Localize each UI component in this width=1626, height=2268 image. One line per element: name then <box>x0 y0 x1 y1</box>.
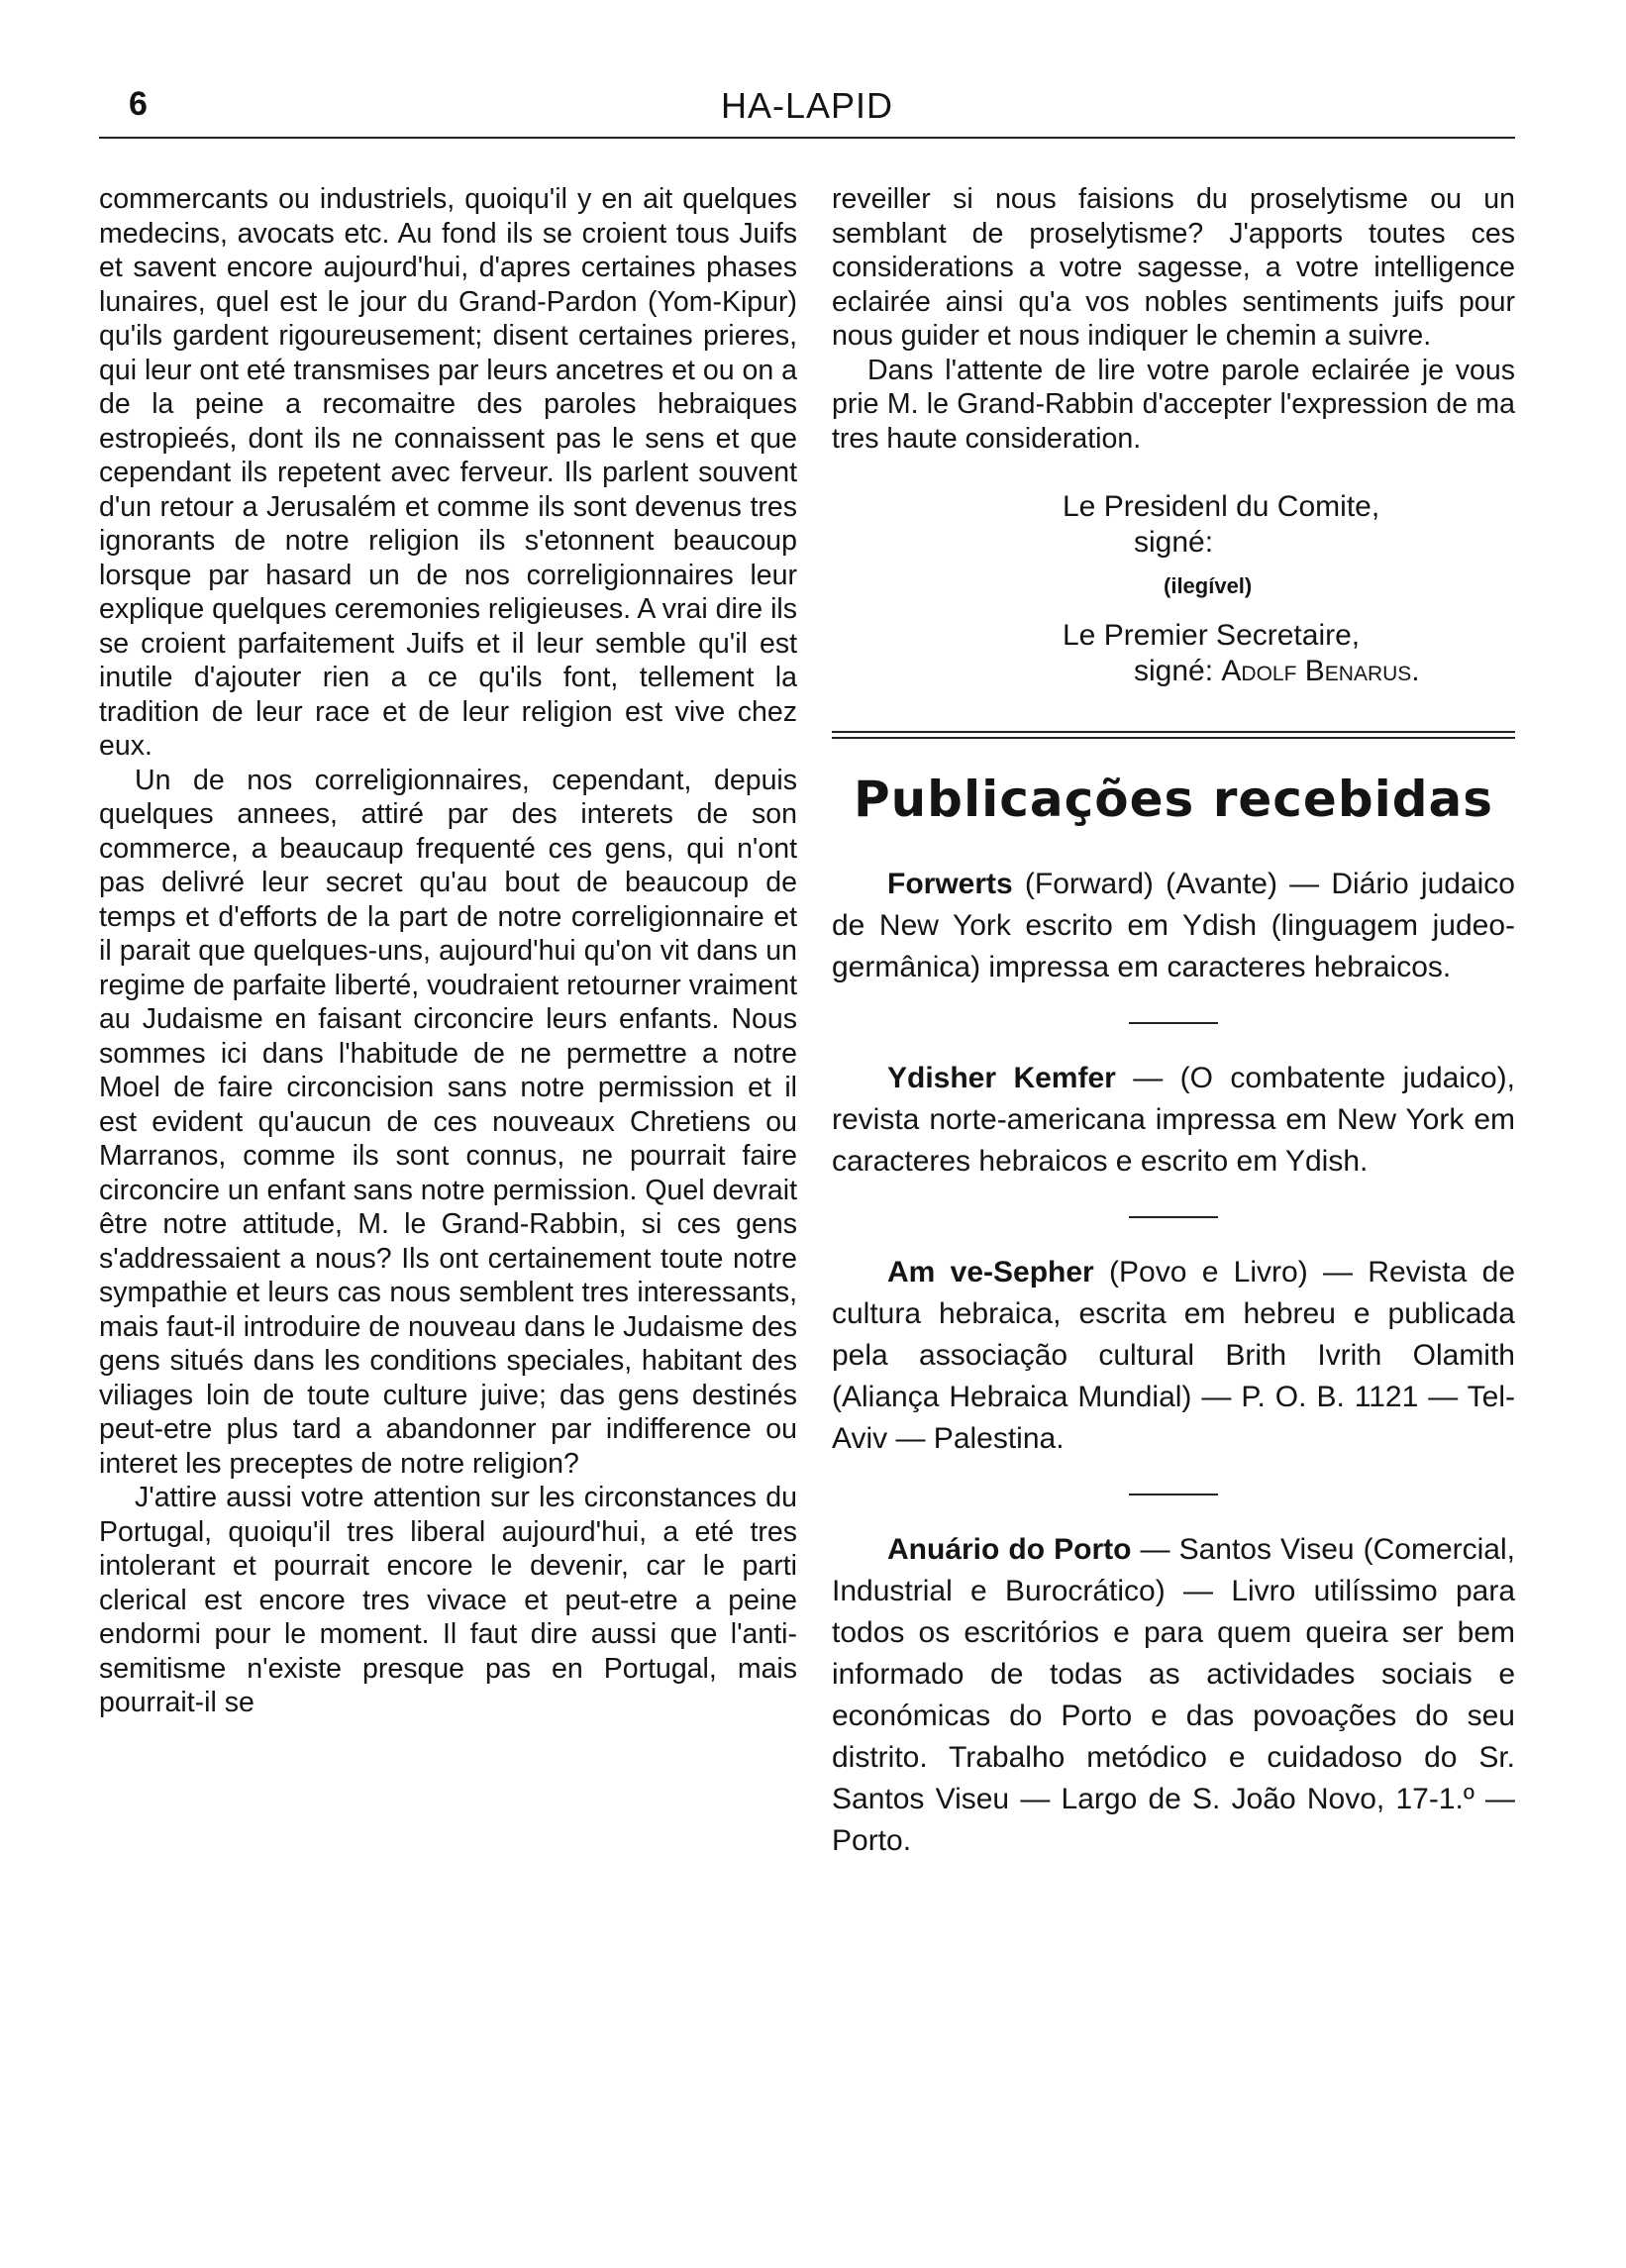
secretary-role: Le Premier Secretaire, <box>1063 619 1361 652</box>
publication-body: — Santos Viseu (Comercial, Industrial e Burocrático) — Livro utilíssimo para todos os escritórios e para quem queira ser bem informado de todas as actividades sociais e económicas do Porto e das povoações do seu distrito. Trabalho metódico e cuidadoso do Sr. Santos Viseu — Largo de S. João Novo, 17-1.º — Porto. <box>832 1533 1515 1857</box>
publication-title: Ydisher Kemfer <box>887 1062 1116 1094</box>
publication-entry <box>832 1058 1515 1183</box>
secretary-name: Adolf Benarus. <box>1221 655 1420 687</box>
header-rule <box>99 137 1515 139</box>
right-paragraph-1: reveiller si nous faisions du proselytisme ou un semblant de proselytisme? J'apports toutes ces considerations a votre sagesse, a votre intelligence eclairée ainsi qu'a vos nobles sentiments juifs pour nous guider et nous indiquer le chemin a suivre. <box>832 183 1515 352</box>
publication-title: Anuário do Porto <box>887 1533 1132 1566</box>
section-divider <box>832 731 1515 739</box>
publication-body: (Forward) (Avante) — Diário judaico de New York escrito em Ydish (linguagem judeo-germânica) impressa em caracteres hebraicos. <box>832 868 1515 983</box>
left-paragraph-3: J'attire aussi votre attention sur les circonstances du Portugal, quoiqu'il tres liberal aujourd'hui, a eté tres intolerant et pourrait encore le devenir, car le parti clerical est encore tres vivace et peut-etre a peine endormi pour le moment. Il faut dire aussi que l'anti-semitisme n'existe presque pas en Portugal, mais pourrait-il se <box>99 1482 797 1718</box>
entry-divider <box>1129 1022 1218 1024</box>
publication-entry <box>832 1252 1515 1460</box>
section-heading: Publicações recebidas <box>853 771 1494 828</box>
secretary-signed-label: signé: <box>1134 655 1214 687</box>
entry-divider <box>1129 1494 1218 1495</box>
signature-block <box>832 489 1515 689</box>
left-column <box>99 182 797 1720</box>
running-title: HA-LAPID <box>720 85 894 126</box>
publication-title: Am ve-Sepher <box>887 1256 1094 1289</box>
president-illegible-note: (ilegível) <box>1164 573 1253 598</box>
left-paragraph-1: commercants ou industriels, quoiqu'il y en ait quelques medecins, avocats etc. Au fond ils se croient tous Juifs et savent encore aujourd'hui, d'apres certaines phases lunaires, quel est le jour du Grand-Pardon (Yom-Kipur) qu'ils gardent rigoureusement; disent certaines prieres, qui leur ont eté transmises par leurs ancetres et ou on a de la peine a recomaitre des paroles hebraiques estropieés, dont ils ne connaissent pas le sens et que cependant ils repetent avec ferveur. Ils parlent souvent d'un retour a Jerusalém et comme ils sont devenus tres ignorants de notre religion ils s'etonnent beaucoup lorsque par hasard un de nos correligionnaires leur explique quelques ceremonies religieuses. A vrai dire ils se croient parfaitement Juifs et il leur semble qu'il est inutile d'ajouter rien a ce qu'ils font, tellement la tradition de leur race et de leur religion est vive chez eux. <box>99 183 797 762</box>
publication-body: — (O combatente judaico), revista norte-americana impressa em New York em caracteres hebraicos e escrito em Ydish. <box>832 1062 1516 1178</box>
publication-body: (Povo e Livro) — Revista de cultura hebraica, escrita em hebreu e publicada pela associação cultural Brith Ivrith Olamith (Aliança Hebraica Mundial) — P. O. B. 1121 — Tel-Aviv — Palestina. <box>832 1256 1515 1455</box>
publication-entry <box>832 1529 1515 1862</box>
secretary-signature <box>832 654 1515 689</box>
publication-entry <box>832 864 1515 988</box>
president-signed-label: signé: <box>1134 526 1214 559</box>
right-column <box>832 182 1515 1862</box>
page-header <box>99 85 1515 137</box>
left-paragraph-2: Un de nos correligionnaires, cependant, depuis quelques annees, attiré par des interets de son commerce, a beaucaup frequenté ces gens, qui n'ont pas delivré leur secret qu'au bout de beaucoup de temps et d'efforts de la part de notre correligionnaire et il parait que quelques-uns, aujourd'hui qu'on vit dans un regime de parfaite liberté, voudraient retourner vraiment au Judaisme en faisant circoncire leurs enfants. Nous sommes ici dans l'habitude de ne permettre a notre Moel de faire circoncision sans notre permission et il est evident qu'aucun de ces nouveaux Chretiens ou Marranos, comme ils sont connus, ne pourrait faire circoncire un enfant sans notre permission. Quel devrait être notre attitude, M. le Grand-Rabbin, si ces gens s'addressaient a nous? Ils ont certainement toute notre sympathie et leurs cas nous semblent tres interessants, mais faut-il introduire de nouveau dans le Judaisme des gens situés dans les conditions speciales, habitant des viliages loin de toute culture juive; das gens destinés peut-etre plus tard a abandonner par indifference ou interet les preceptes de notre religion? <box>99 764 797 1480</box>
page-number: 6 <box>129 85 148 123</box>
right-paragraph-2: Dans l'attente de lire votre parole eclairée je vous prie M. le Grand-Rabbin d'accepter l'expression de ma tres haute consideration. <box>832 354 1515 455</box>
publication-title: Forwerts <box>887 868 1013 900</box>
entry-divider <box>1129 1216 1218 1218</box>
president-role: Le Presidenl du Comite, <box>1063 490 1380 523</box>
